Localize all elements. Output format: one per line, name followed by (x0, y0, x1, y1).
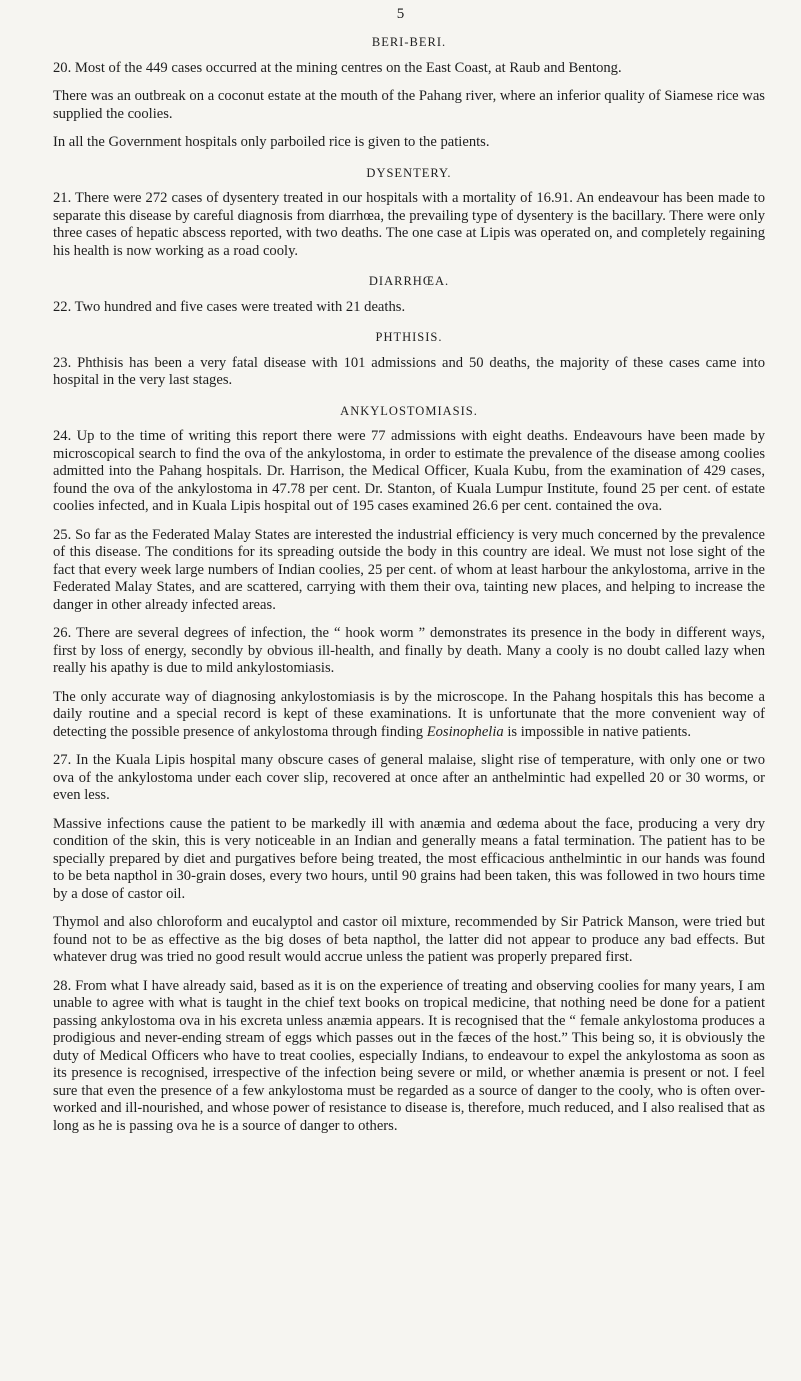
heading-ankylostomiasis: ANKYLOSTOMIASIS. (340, 403, 478, 418)
diagnosis-text-start: The only accurate way of diagnosing ankylostomiasis is by the microscope. In the Pahang hospitals this has become a daily routine and a special record is kept of these examinations. It is unfortunate that the more convenient way of detecting the possible presence of ankylostoma through finding (53, 688, 765, 740)
paragraph-23: 23. Phthisis has been a very fatal disease with 101 admissions and 50 deaths, the majority of these cases came into hospital in the very last stages. (53, 354, 765, 388)
paragraph-22: 22. Two hundred and five cases were treated with 21 deaths. (53, 298, 406, 315)
paragraph-24: 24. Up to the time of writing this report there were 77 admissions with eight deaths. Endeavours have been made by microscopical search to find the ova of the ankylostoma, in order to estimate the prevalence of the disease among coolies admitted into the Pahang hospitals. Dr. Harrison, the Medical Officer, Kuala Kubu, from the examination of 429 cases, found the ova of the ankylostoma in 47.78 per cent. Dr. Stanton, of Kuala Lumpur Institute, found 25 per cent. of estate coolies infected, and in Kuala Lipis hospital out of 195 cases examined 26.6 per cent. contained the ova. (53, 428, 765, 514)
paragraph-20-outbreak: There was an outbreak on a coconut estate at the mouth of the Pahang river, where an inferior quality of Siamese rice was supplied the coolies. (53, 88, 765, 122)
paragraph-26-diagnosis (53, 689, 765, 742)
report-body (53, 34, 765, 1146)
paragraph-20-rice: In all the Government hospitals only parboiled rice is given to the patients. (53, 134, 490, 150)
paragraph-20: 20. Most of the 449 cases occurred at the mining centres on the East Coast, at Raub and Bentong. (53, 59, 622, 76)
eosinophelia-term: Eosinophelia (426, 723, 504, 740)
paragraph-25: 25. So far as the Federated Malay States are interested the industrial efficiency is very much concerned by the prevalence of this disease. The conditions for its spreading outside the body in this country are ideal. We must not lose sight of the fact that every week large numbers of Indian coolies, 25 per cent. of whom at least harbour the ankylostoma, arrive in the Federated Malay States, and are scattered, carrying with them their ova, tainting new places, and helping to increase the danger in other already infected areas. (53, 526, 765, 613)
paragraph-21: 21. There were 272 cases of dysentery treated in our hospitals with a mortality of 16.91. An endeavour has been made to separate this disease by careful diagnosis from diarrhœa, the prevailing type of dysentery is the bacillary. There were only three cases of hepatic abscess reported, with two deaths. The one case at Lipis was operated on, and completely regaining his health is now working as a road cooly. (53, 190, 765, 259)
diagnosis-text-end: is impossible in native patients. (503, 723, 691, 740)
heading-phthisis: PHTHISIS. (375, 330, 443, 344)
page-number: 5 (396, 6, 405, 22)
paragraph-27: 27. In the Kuala Lipis hospital many obscure cases of general malaise, slight rise of temperature, with only one or two ova of the ankylostoma under each cover slip, recovered at once after an anthelmintic had expelled 20 or 30 worms, or even less. (53, 752, 765, 803)
heading-beri-beri: BERI-BERI. (371, 35, 447, 49)
paragraph-27-thymol: Thymol and also chloroform and eucalyptol and castor oil mixture, recommended by Sir Patrick Manson, were tried but found not to be as effective as the big doses of beta napthol, the latter did not appear to produce any bad effects. But whatever drug was tried no good result would accrue unless the patient was properly prepared first. (53, 914, 765, 965)
heading-dysentery: DYSENTERY. (366, 165, 452, 180)
paragraph-26: 26. There are several degrees of infection, the “ hook worm ” demonstrates its presence in the body in different ways, first by loss of energy, secondly by obvious ill-health, and finally by death. Many a cooly is no doubt called lazy when really his apathy is due to mild ankylostomiasis. (53, 625, 765, 676)
paragraph-27-massive-infections: Massive infections cause the patient to be markedly ill with anæmia and œdema about the face, producing a very dry condition of the skin, this is very noticeable in an Indian and generally means a fatal termination. The patient has to be specially prepared by diet and purgatives before being treated, the most efficacious anthelmintic in our hands was found to be beta napthol in 30-grain doses, every two hours, until 90 grains had been taken, this was followed in two hours time by a dose of castor oil. (53, 815, 765, 902)
paragraph-28: 28. From what I have already said, based as it is on the experience of treating and observing coolies for many years, I am unable to agree with what is taught in the chief text books on tropical medicine, that nothing need be done for a patient passing ankylostoma ova in his excreta unless anæmia appears. It is recognised that the “ female ankylostoma produces a prodigious and never-ending stream of eggs which passes out in the fæces of the host.” This being so, it is obviously the duty of Medical Officers who have to treat coolies, especially Indians, to endeavour to expel the ankylostoma as soon as its presence is recognised, irrespective of the infection being severe or mild, or whether anæmia is present or not. I feel sure that even the presence of a few ankylostoma must be regarded as a source of danger to the cooly, who is often over-worked and ill-nourished, and whose power of resistance to disease is, therefore, much reduced, and I also realised that as long as he is passing ova he is a source of danger to others. (53, 977, 765, 1134)
heading-diarrhoea: DIARRHŒA. (368, 274, 450, 288)
